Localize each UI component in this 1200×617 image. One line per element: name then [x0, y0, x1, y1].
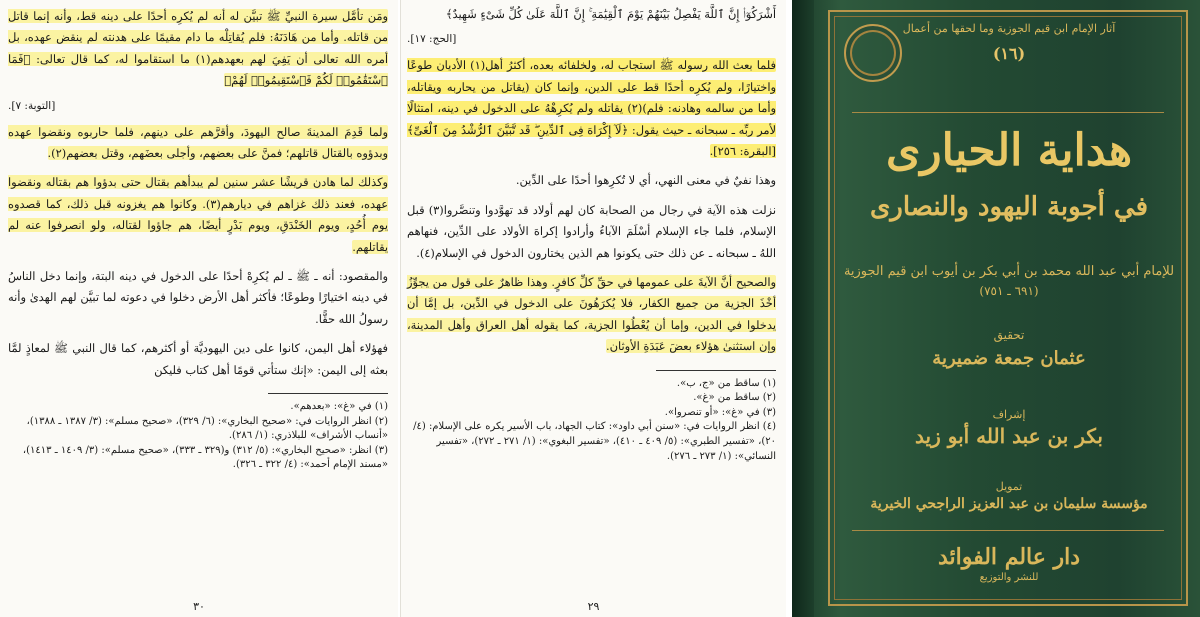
gold-divider: [852, 112, 1164, 113]
book-spine: [792, 0, 814, 617]
quran-reference: [التوبة: ٧].: [8, 99, 56, 112]
page-number: ٣٠: [193, 600, 205, 613]
paragraph-3: نزلت هذه الآية في رجال من الصحابة كان لهم أولاد قد تهوَّدوا وتنصَّروا(٣) قبل الإسلام، فلما جاء الإسلام أسْلَمَ الآباءُ وأرادوا إكراهَ الأولاد على الدِّين، فنهاهم اللهُ ـ سبحانه ـ عن ذلك حتى يكونوا هم الذين يختارون الدخول في الإسلام(٤).: [407, 202, 776, 260]
publisher-subtitle: للنشر والتوزيع: [979, 572, 1039, 583]
cover-inner-frame: [834, 16, 1182, 600]
paragraph-1: فلما بعث الله رسوله ﷺ استجاب له، ولخلفائه بعده، أكثرُ أهل(١) الأديان طوعًا واختيارًا، ولم يُكرِه أحدًا قط على الدين، وإنما كان (يقاتل من يحاربه ويقاتله، وأما من سالمه وهادنه: فلم)(٢) يقاتله ولم يُكرِهْهُ على الدخول في دينه، امتثالًا لأمر ربِّه ـ سبحانه ـ حيث يقول: ﴿لَآ إِكْرَاهَ فِى ٱلدِّينِ ۖ قَد تَّبَيَّنَ ٱلرُّشْدُ مِنَ ٱلْغَىِّ﴾ [البقرة: ٢٥٦].: [407, 58, 776, 159]
volume-number: (١٦): [992, 44, 1026, 63]
footnote: (٤) انظر الروايات في: «سنن أبي داود»: كتاب الجهاد، باب الأسير يكره على الإسلام: (٤/ ٢٠)، «تفسير الطبري»: (٥/ ٤٠٩ ـ ٤١٠)، «تفسير البغوي»: (١/ ٢٧١ ـ ٢٧٢)، «تفسير النسائي»: (١/ ٢٧٣ ـ ٢٧٦).: [413, 421, 776, 462]
series-title: آثار الإمام ابن قيم الجوزية وما لحقها من أعمال: [902, 22, 1116, 35]
book-subtitle: في أجوبة اليهود والنصارى: [869, 192, 1149, 222]
footnote: (٢) انظر الروايات في: «صحيح البخاري»: (٦/ ٣٢٩)، «صحيح مسلم»: (٣/ ١٣٨٧ ـ ١٣٨٨)، «أنساب الأشراف» للبلاذري: (١/ ٢٨٦).: [26, 415, 388, 442]
paragraph-4: والمقصود: أنه ـ ﷺ ـ لم يُكرِهْ أحدًا على الدخول في دينه البتة، وإنما دخل الناسُ في دينه اختيارًا وطوعًا؛ فأكثر أهل الأرض دخلوا في دعوته لما تبيَّن لهم الهدىٰ وأنه رسولُ الله حقًّا.: [8, 269, 388, 326]
supervisor-name: بكر بن عبد الله أبو زيد: [915, 424, 1103, 448]
paragraph-2: ولما قَدِمَ المدينةَ صالح اليهودَ، وأقرَّهم على دينهم، فلما حاربوه ونقضوا عهده وبدؤوه بالقتال قاتلهم؛ فمنَّ على بعضهم، وأجلى بعضَهم، وقتل بعضهم(٢).: [8, 124, 388, 161]
paragraph-1: ومَن تأمَّل سيرة النبيِّ ﷺ تبيَّن له أنه لم يُكرِه أحدًا على دينه قط، وأنه إنما قاتل من قاتله. وأما من هَادَنَهُ: فلم يُقاتِلْه ما دام مقيمًا على هدنته لم ينقض عهده، بل أمره الله تعالى أن يَفِيَ لهم بعهدهم(١) ما استقاموا له، كما قال تعالى: ﴿فَمَا ٱسْتَقَٰمُوا۟ لَكُمْ فَٱسْتَقِيمُوا۟ لَهُمْ﴾: [8, 9, 388, 88]
footnote: (٣) انظر: «صحيح البخاري»: (٥/ ٣١٢) و(٣٢٩ ـ ٣٣٣)، «صحيح مسلم»: (٣/ ١٤٠٩ ـ ١٤١٣)، «مسند الإمام أحمد»: (٤/ ٣٢٢ ـ ٣٢٦).: [22, 444, 388, 471]
book-title: هداية الحيارى: [885, 125, 1133, 176]
page-number: ٢٩: [587, 600, 600, 613]
verse-continuation: أَشْرَكُوٓا۟ إِنَّ ٱللَّهَ يَفْصِلُ بَيْنَهُمْ يَوْمَ ٱلْقِيَٰمَةِ ۚ إِنَّ ٱللَّهَ عَلَىٰ كُلِّ شَىْءٍ شَهِيدٌ﴾: [445, 7, 776, 21]
book-cover: [792, 0, 1200, 617]
footnote: (١) ساقط من «ج، ب».: [676, 377, 776, 389]
footnote-divider: [656, 370, 776, 371]
supervision-label: إشراف: [992, 408, 1026, 421]
publisher-name: دار عالم الفوائد: [937, 544, 1081, 570]
author-dates: (٦٩١ ـ ٧٥١): [979, 284, 1039, 298]
footnote: (٢) ساقط من «غ».: [693, 392, 776, 404]
page-thirty: [0, 0, 398, 617]
footnote-divider: [268, 393, 388, 394]
verse-reference: [الحج: ١٧].: [407, 33, 457, 46]
author-name: للإمام أبي عبد الله محمد بن أبي بكر بن أيوب ابن قيم الجوزية: [843, 264, 1175, 279]
funding-label: تمويل: [995, 480, 1023, 493]
tahqiq-label: تحقيق: [993, 328, 1025, 342]
paragraph-4: والصحيح أنَّ الآيةَ على عمومها في حقِّ كلِّ كافرٍ. وهذا ظاهرٌ على قول من يجوِّزُ أخْذَ الجزية من جميع الكفار، فلا يُكرَهُونَ على الدخول في الدِّين، بل إمَّا أن يدخلوا في الدين، وإما أن يُعْطُوا الجزية، كما يقوله أهل العراق وأهل المدينة، وإن استثنىٰ هؤلاء بعضَ عَبَدَةِ الأوثان.: [407, 275, 776, 354]
page-twenty-nine: [400, 0, 786, 617]
footnote: (٣) في «غ»: «أو تنصروا».: [664, 406, 776, 418]
gold-divider: [852, 530, 1164, 531]
paragraph-5: فهؤلاء أهل اليمن، كانوا على دين اليهوديَّة أو أكثرهم، كما قال النبي ﷺ لمعاذٍ لمَّا بعثه إلى اليمن: «إنك ستأتي قومًا أهل كتاب فليكن: [8, 341, 388, 377]
funder-name: مؤسسة سليمان بن عبد العزيز الراجحي الخيرية: [870, 496, 1148, 512]
editor-name: عثمان جمعة ضميرية: [932, 348, 1086, 369]
footnote: (١) في «غ»: «بعدهم».: [290, 401, 388, 413]
paragraph-3: وكذلك لما هادن قريشًا عشر سنين لم يبدأهم بقتال حتى بدؤوا هم بقتاله ونقضوا عهده، فعند ذلك غزاهم في ديارهم(٣). وكانوا هم يغزونه قبل ذلك، كما قصدوه يوم أُحُدٍ، ويوم الخَنْدَقِ، ويوم بَدْرٍ أيضًا، هم جاؤوا لقتاله، ولو انصرفوا عنه لم يقاتلهم.: [8, 175, 388, 254]
paragraph-2: وهذا نفيٌ في معنى النهي، أي لا تُكرِهوا أحدًا على الدِّين.: [515, 173, 776, 188]
